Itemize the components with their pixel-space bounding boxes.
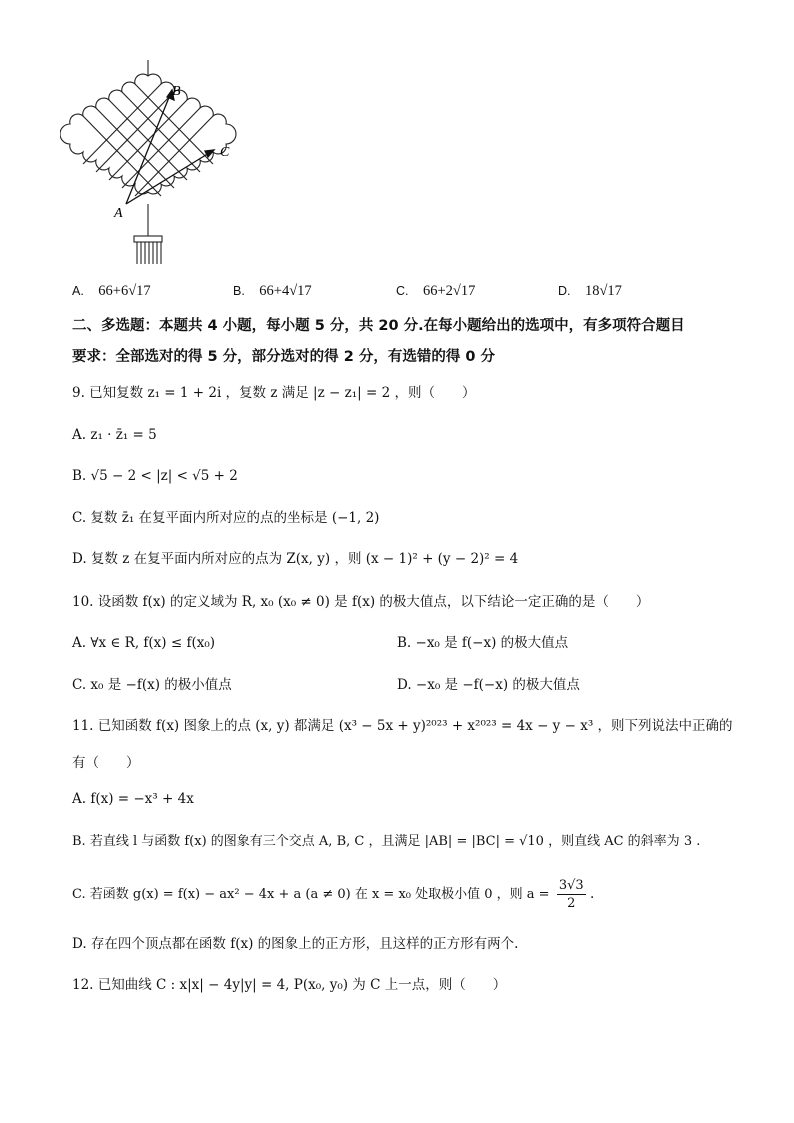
q11-option-c[interactable] [72, 879, 594, 910]
period: . [590, 885, 595, 902]
q11-option-c-fraction [557, 879, 586, 910]
q11-option-c-text: C. 若函数 g(x) = f(x) − ax² − 4x + a (a ≠ 0) 在 x = x₀ 处取极小值 0 ，则 a = [72, 887, 550, 902]
q9-option-c[interactable]: C. 复数 z̄₁ 在复平面内所对应的点的坐标是 (−1, 2) [72, 510, 380, 526]
section-heading-line2: 要求：全部选对的得 5 分，部分选对的得 2 分，有选错的得 0 分 [72, 349, 496, 365]
point-label-a: A [114, 206, 123, 221]
option-letter: B. [233, 284, 245, 298]
q9-stem: 9. 已知复数 z₁ = 1 + 2i ，复数 z 满足 |z − z₁| = 2 ，则（ ） [72, 385, 476, 401]
q10-option-b[interactable]: B. −x₀ 是 f(−x) 的极大值点 [397, 635, 569, 651]
option-expr: 66+6√17 [98, 283, 151, 299]
option-expr: 66+2√17 [422, 283, 476, 299]
q10-option-d[interactable]: D. −x₀ 是 −f(−x) 的极大值点 [397, 677, 580, 693]
option-letter: C. [396, 284, 409, 298]
fraction-numerator: 3√3 [558, 878, 584, 893]
q8-option-d[interactable] [558, 284, 622, 299]
option-expr: 66+4√17 [259, 283, 312, 299]
q10-option-c[interactable]: C. x₀ 是 −f(x) 的极小值点 [72, 677, 232, 693]
chinese-knot-figure [60, 60, 250, 270]
fraction-denominator: 2 [567, 896, 576, 911]
option-letter: A. [72, 284, 84, 298]
option-letter: D. [558, 284, 571, 298]
option-expr: 18√17 [584, 283, 622, 299]
q10-option-a[interactable]: A. ∀x ∈ R, f(x) ≤ f(x₀) [72, 635, 216, 651]
q11-option-b[interactable]: B. 若直线 l 与函数 f(x) 的图象有三个交点 A, B, C ，且满足 |AB| = |BC| = √10 ，则直线 AC 的斜率为 3 . [72, 834, 701, 849]
q9-option-b[interactable]: B. √5 − 2 < |z| < √5 + 2 [72, 468, 238, 484]
q8-option-a[interactable] [72, 284, 151, 299]
q10-stem: 10. 设函数 f(x) 的定义域为 R, x₀ (x₀ ≠ 0) 是 f(x) 的极大值点，以下结论一定正确的是（ ） [72, 594, 650, 610]
q11-option-a[interactable]: A. f(x) = −x³ + 4x [72, 791, 194, 807]
q11-stem-line2: 有（ ） [72, 755, 140, 771]
q9-option-d[interactable]: D. 复数 z 在复平面内所对应的点为 Z(x, y) ，则 (x − 1)² + (y − 2)² = 4 [72, 551, 519, 567]
q11-stem-line1: 11. 已知函数 f(x) 图象上的点 (x, y) 都满足 (x³ − 5x + y)²⁰²³ + x²⁰²³ = 4x − y − x³ ，则下列说法中正确的 [72, 718, 733, 734]
q11-option-d[interactable]: D. 存在四个顶点都在函数 f(x) 的图象上的正方形，且这样的正方形有两个. [72, 936, 519, 952]
q9-option-a[interactable]: A. z₁ · z̄₁ = 5 [72, 427, 157, 443]
point-label-b: B [172, 84, 181, 99]
section-heading-line1: 二、多选题：本题共 4 小题，每小题 5 分，共 20 分.在每小题给出的选项中，有多项符合题目 [72, 318, 685, 334]
q8-option-c[interactable] [396, 284, 475, 299]
point-label-c: C [220, 145, 230, 160]
q8-option-b[interactable] [233, 284, 312, 299]
q12-stem: 12. 已知曲线 C : x|x| − 4y|y| = 4, P(x₀, y₀) 为 C 上一点，则（ ） [72, 977, 507, 993]
